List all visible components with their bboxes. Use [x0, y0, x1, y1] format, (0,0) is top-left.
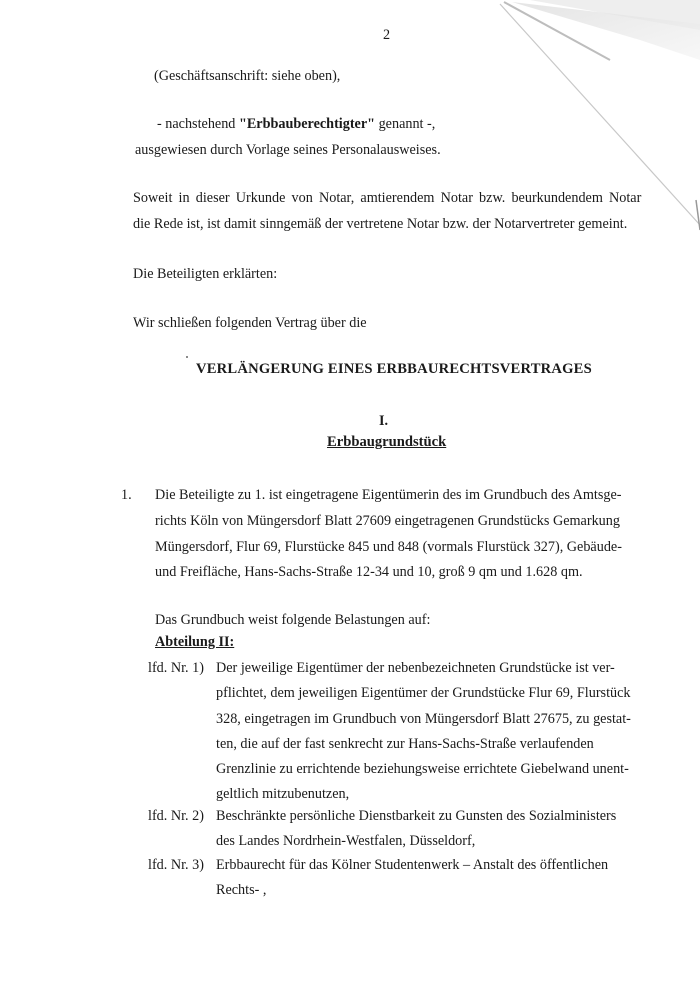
- item1-line-4: und Freifläche, Hans-Sachs-Straße 12-34 und 10, groß 9 qm und 1.628 qm.: [155, 564, 583, 580]
- designation-line: [157, 116, 435, 133]
- entry1-line-2: pflichtet, dem jeweiligen Eigentümer der Grundstücke Flur 69, Flurstück: [216, 685, 631, 701]
- encumbrances-intro: Das Grundbuch weist folgende Belastungen auf:: [155, 612, 431, 628]
- entry3-line-2: Rechts- ,: [216, 882, 267, 898]
- contract-intro-line: Wir schließen folgenden Vertrag über die: [133, 315, 367, 331]
- notar-line-2: die Rede ist, ist damit sinngemäß der vertretene Notar bzw. der Notarvertreter gemeint.: [133, 216, 628, 232]
- section-title: Erbbaugrundstück: [327, 434, 447, 450]
- entry3-line-1: Erbbaurecht für das Kölner Studentenwerk – Anstalt des öffentlichen: [216, 857, 609, 873]
- item1-line-1: Die Beteiligte zu 1. ist eingetragene Eigentümerin des im Grundbuch des Amtsge-: [155, 487, 622, 503]
- entry3-label: lfd. Nr. 3): [148, 857, 204, 873]
- address-line: (Geschäftsanschrift: siehe oben),: [154, 68, 341, 84]
- entry1-line-4: ten, die auf der fast senkrecht zur Hans-Sachs-Straße verlaufenden: [216, 736, 594, 752]
- item1-line-2: richts Köln von Müngersdorf Blatt 27609 eingetragenen Grundstücks Gemarkung: [155, 513, 620, 529]
- entry2-line-2: des Landes Nordrhein-Westfalen, Düsseldorf,: [216, 833, 476, 849]
- entry1-line-3: 328, eingetragen im Grundbuch von Müngersdorf Blatt 27675, zu gestat-: [216, 711, 631, 727]
- entry2-line-1: Beschränkte persönliche Dienstbarkeit zu Gunsten des Sozialministers: [216, 808, 617, 824]
- id-line: ausgewiesen durch Vorlage seines Personalausweises.: [135, 142, 441, 158]
- notar-line-1: Soweit in dieser Urkunde von Notar, amtierendem Notar bzw. beurkundendem Notar: [133, 190, 642, 206]
- abteilung-heading: Abteilung II:: [155, 634, 235, 650]
- scan-speck: [186, 356, 188, 358]
- designation-suffix: genannt -,: [375, 116, 436, 132]
- entry1-line-6: geltlich mitzubenutzen,: [216, 786, 350, 802]
- entry2-label: lfd. Nr. 2): [148, 808, 204, 824]
- main-heading: VERLÄNGERUNG EINES ERBBAURECHTSVERTRAGES: [196, 361, 592, 377]
- declaration-line: Die Beteiligten erklärten:: [133, 266, 278, 282]
- section-number: I.: [379, 413, 389, 429]
- entry1-line-1: Der jeweilige Eigentümer der nebenbezeichneten Grundstücke ist ver-: [216, 660, 615, 676]
- entry1-line-5: Grenzlinie zu errichtende beziehungsweise errichtete Giebelwand unent-: [216, 761, 629, 777]
- page-number: 2: [383, 27, 391, 43]
- item1-line-3: Müngersdorf, Flur 69, Flurstücke 845 und 848 (vormals Flurstück 327), Gebäude-: [155, 539, 622, 555]
- designation-term: "Erbbauberechtigter": [238, 116, 376, 132]
- entry1-label: lfd. Nr. 1): [148, 660, 204, 676]
- item1-number: 1.: [121, 487, 132, 503]
- designation-prefix: - nachstehend: [157, 116, 239, 132]
